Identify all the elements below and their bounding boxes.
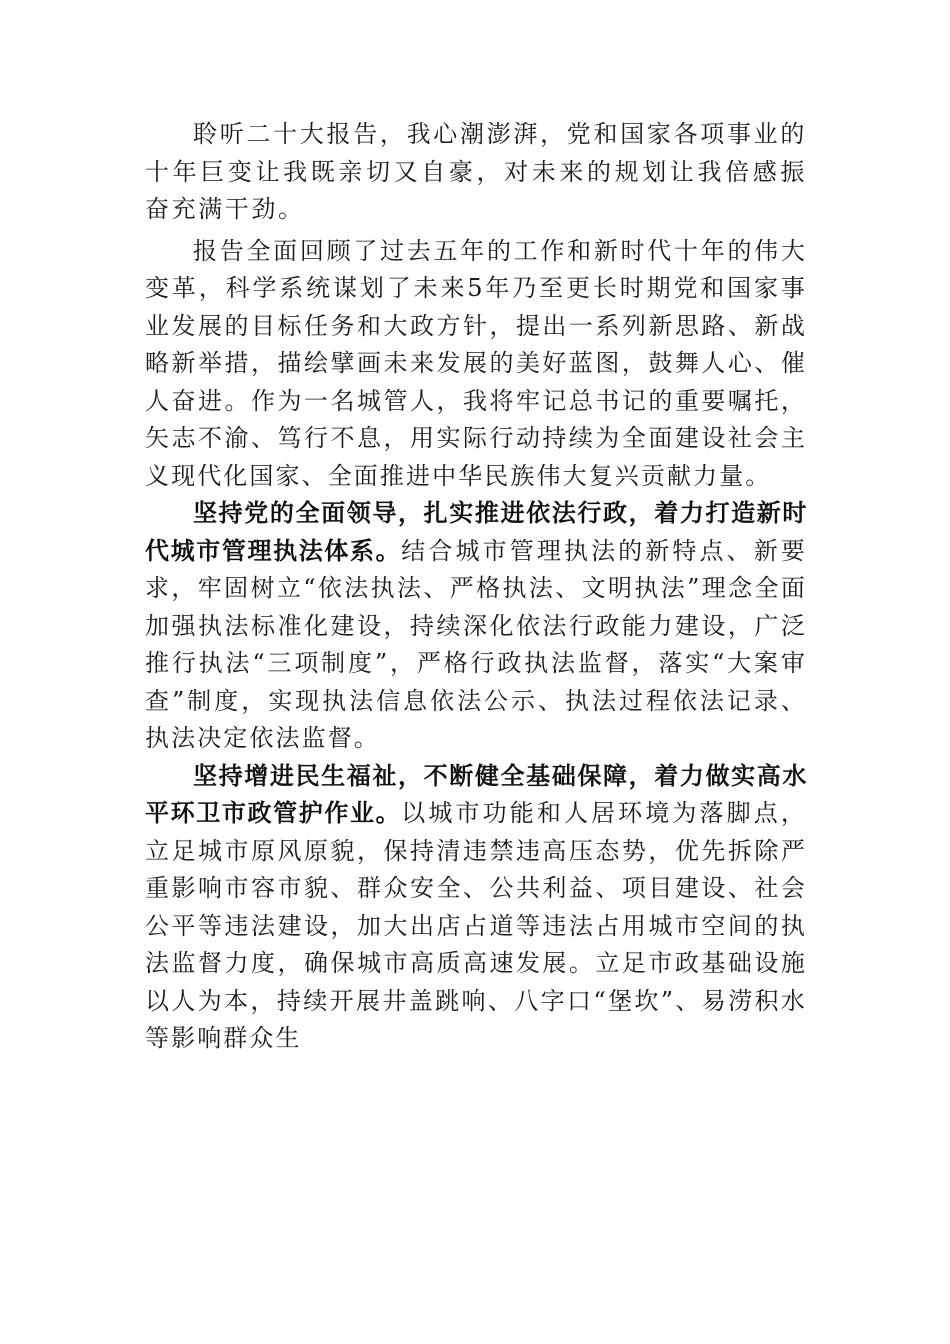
paragraph-text: 以城市功能和人居环境为落脚点，立足城市原风原貌，保持清违禁违高压态势，优先拆除严重影响市容市貌、群众安全、公共利益、项目建设、社会公平等违法建设，加大出店占道等违法占用城市空间的执法监督力度，确保城市高质高速发展。立足市政基础设施以人为本，持续开展井盖跳响、八字口“堡坎”、易涝积水等影响群众生 [145, 799, 808, 1052]
paragraph-lead-heading: 坚持党的全面领导，扎实推进依法行政，着力打造新时代城市管理执法体系。 [145, 499, 807, 565]
paragraph-lead-heading: 坚持增进民生福祉，不断健全基础保障，着力做实高水平环卫市政管护作业。 [145, 761, 807, 827]
paragraph-text: 结合城市管理执法的新特点、新要求，牢固树立“依法执法、严格执法、文明执法”理念全面加强执法标准化建设，持续深化依法行政能力建设，广泛推行执法“三项制度”，严格行政执法监督，落实“大案审查”制度，实现执法信息依法公示、执法过程依法记录、执法决定依法监督。 [145, 536, 808, 752]
document-body [145, 116, 807, 1058]
paragraph-livelihood [145, 758, 807, 1058]
paragraph-report-review [145, 233, 807, 496]
paragraph-text: 聆听二十大报告，我心潮澎湃，党和国家各项事业的十年巨变让我既亲切又自豪，对未来的规划让我倍感振奋充满干劲。 [145, 120, 807, 223]
paragraph-intro [145, 116, 807, 229]
paragraph-law-enforcement [145, 495, 807, 758]
paragraph-text: 报告全面回顾了过去五年的工作和新时代十年的伟大变革，科学系统谋划了未来5年乃至更长时期党和国家事业发展的目标任务和大政方针，提出一系列新思路、新战略新举措，描绘擘画未来发展的美好蓝图，鼓舞人心、催人奋进。作为一名城管人，我将牢记总书记的重要嘱托，矢志不渝、笃行不息，用实际行动持续为全面建设社会主义现代化国家、全面推进中华民族伟大复兴贡献力量。 [145, 236, 807, 490]
